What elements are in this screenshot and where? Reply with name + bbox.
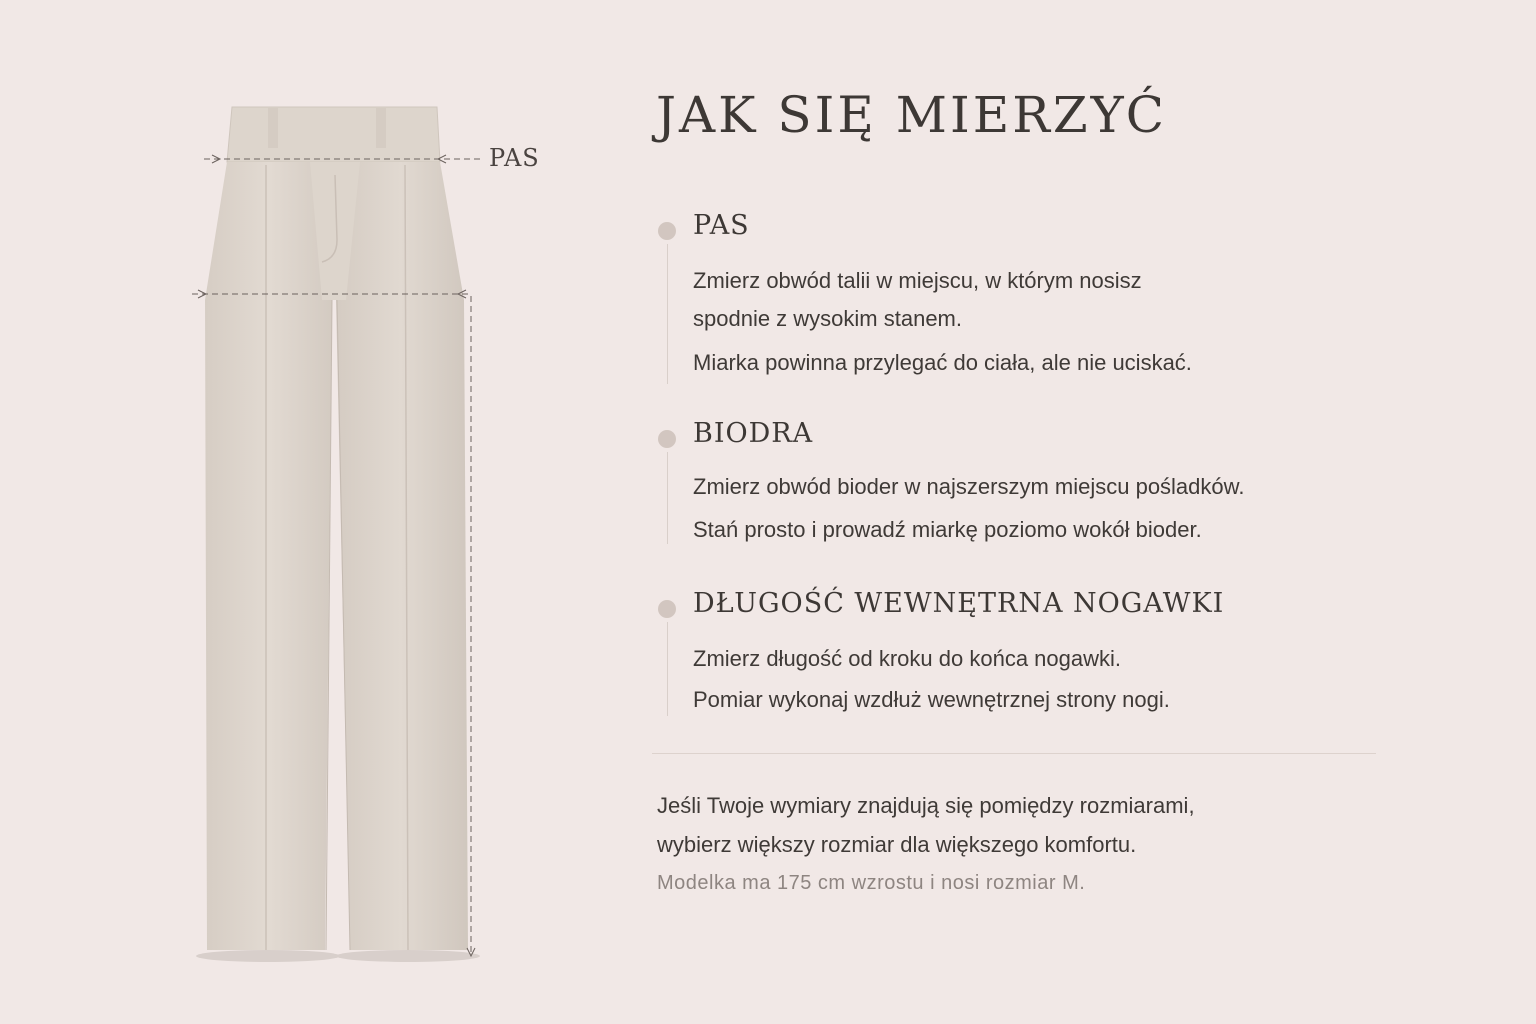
section-line bbox=[667, 452, 668, 544]
bullet-dot-icon bbox=[658, 600, 676, 618]
section-heading: DŁUGOŚĆ WEWNĘTRNA NOGAWKI bbox=[693, 588, 1225, 619]
bullet-dot-icon bbox=[658, 222, 676, 240]
divider bbox=[652, 753, 1376, 754]
left-hem-shadow bbox=[196, 950, 340, 962]
section-heading: BIODRA bbox=[693, 418, 814, 449]
section-text: spodnie z wysokim stanem. bbox=[693, 306, 962, 331]
section-text: Miarka powinna przylegać do ciała, ale nie uciskać. bbox=[693, 350, 1192, 375]
waistband bbox=[227, 107, 440, 162]
size-advice-line: wybierz większy rozmiar dla większego komfortu. bbox=[657, 832, 1137, 857]
pas-callout-label: PAS bbox=[489, 144, 540, 172]
page-title: JAK SIĘ MIERZYĆ bbox=[656, 86, 1168, 144]
section-text: Zmierz obwód bioder w najszerszym miejscu pośladków. bbox=[693, 474, 1245, 499]
section-text: Pomiar wykonaj wzdłuż wewnętrznej strony nogi. bbox=[693, 687, 1170, 712]
right-hem-shadow bbox=[336, 950, 480, 962]
bullet-dot-icon bbox=[658, 430, 676, 448]
right-leg bbox=[334, 162, 468, 950]
section-heading: PAS bbox=[693, 210, 750, 241]
size-advice-line: Jeśli Twoje wymiary znajdują się pomiędzy rozmiarami, bbox=[657, 793, 1195, 818]
trousers-illustration bbox=[0, 0, 620, 1024]
left-leg bbox=[205, 162, 334, 950]
section-line bbox=[667, 244, 668, 384]
section-text: Zmierz długość od kroku do końca nogawki. bbox=[693, 646, 1121, 671]
section-text: Zmierz obwód talii w miejscu, w którym nosisz bbox=[693, 268, 1142, 293]
belt-loop-left bbox=[268, 108, 278, 148]
section-line bbox=[667, 622, 668, 716]
model-info: Modelka ma 175 cm wzrostu i nosi rozmiar M. bbox=[657, 872, 1086, 894]
belt-loop-right bbox=[376, 108, 386, 148]
size-advice-note bbox=[657, 786, 1195, 864]
section-text: Stań prosto i prowadź miarkę poziomo wokół bioder. bbox=[693, 517, 1202, 542]
